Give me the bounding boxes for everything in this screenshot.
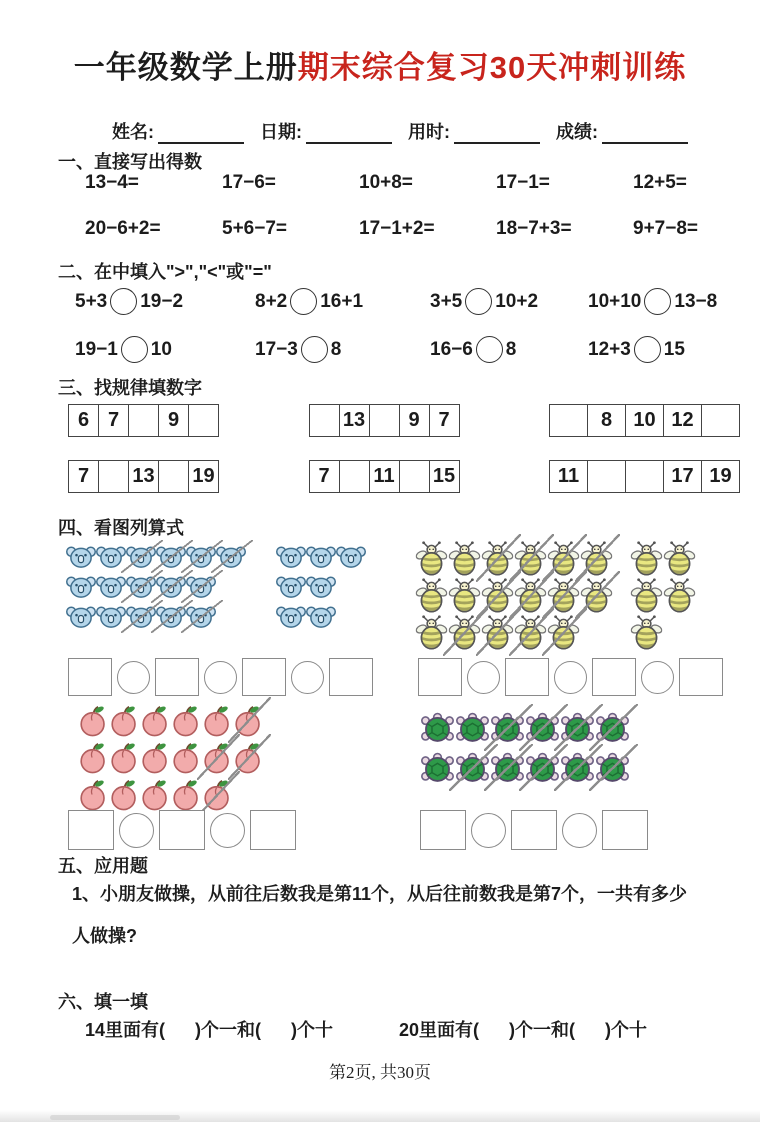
apple-icon [171, 704, 202, 737]
section3-tables-row1 [68, 404, 740, 437]
koala-icon [276, 545, 306, 569]
pattern-cell: 7 [318, 465, 330, 487]
turtle-icon [525, 751, 560, 785]
koala-icon [96, 545, 126, 569]
section1-equations-row2 [85, 218, 760, 240]
answer-box[interactable] [420, 810, 466, 850]
koala-icon [186, 605, 216, 629]
apple-icon [202, 741, 233, 774]
pattern-cell: 10 [625, 405, 663, 436]
right-expression: 10 [150, 338, 172, 360]
pattern-cell: 11 [557, 465, 580, 487]
answer-box[interactable] [418, 658, 462, 696]
fill-in-item-1[interactable]: 14里面有( )个一和( )个十 [85, 1020, 334, 1040]
pattern-cell-blank[interactable] [587, 461, 625, 492]
koala-icon [156, 605, 186, 629]
pattern-cell-blank[interactable] [399, 461, 429, 492]
turtle-icon [420, 711, 455, 745]
number-pattern-table [309, 404, 460, 437]
number-pattern-table [549, 404, 740, 437]
icon-row [630, 540, 696, 577]
koala-icon [156, 575, 186, 599]
compare-circle[interactable] [121, 336, 148, 363]
operator-circle[interactable] [471, 813, 506, 848]
header-field [260, 118, 392, 144]
pattern-cell: 13 [128, 461, 158, 492]
equation-slots-bees [418, 658, 723, 696]
koala-icon [306, 545, 336, 569]
koala-icon [276, 605, 306, 629]
left-expression: 5+3 [75, 290, 108, 312]
bee-icon [663, 541, 696, 576]
bee-icon [415, 578, 448, 613]
apple-icon [233, 704, 264, 737]
compare-item [588, 336, 685, 363]
bee-icon [514, 578, 547, 613]
operator-circle[interactable] [467, 661, 500, 694]
equation-blank[interactable]: 17−6= [222, 172, 276, 193]
operator-circle[interactable] [119, 813, 154, 848]
bee-icon [630, 615, 663, 650]
page-title [0, 42, 760, 87]
pattern-cell: 9 [158, 405, 188, 436]
bee-icon [630, 578, 663, 613]
bee-icon [415, 615, 448, 650]
icon-row [66, 572, 246, 602]
answer-box[interactable] [592, 658, 636, 696]
turtle-icon [455, 711, 490, 745]
apple-icon [140, 778, 171, 811]
apple-icon [140, 741, 171, 774]
turtle-icon [525, 711, 560, 745]
icon-row [415, 577, 613, 614]
turtle-icon [490, 711, 525, 745]
left-expression: 12+3 [588, 338, 631, 360]
compare-item [430, 288, 588, 315]
koala-icon [276, 575, 306, 599]
koala-icon [186, 545, 216, 569]
equation-blank[interactable]: 12+5= [633, 172, 687, 193]
icon-row [276, 572, 366, 602]
side-group [630, 540, 696, 651]
turtle-icon [490, 751, 525, 785]
section2-heading: 二、在中填入">","<"或"=" [58, 262, 272, 282]
pattern-cell: 7 [77, 465, 90, 487]
right-expression: 19−2 [140, 290, 184, 312]
section2-compare-row1 [75, 288, 717, 315]
pattern-cell-blank[interactable] [625, 461, 663, 492]
operator-circle[interactable] [641, 661, 674, 694]
compare-item [255, 336, 430, 363]
right-expression: 8 [330, 338, 342, 360]
pattern-cell: 6 [77, 409, 90, 431]
bee-icon [580, 541, 613, 576]
apple-icon [233, 741, 264, 774]
equation-blank[interactable]: 17−1= [496, 172, 550, 193]
compare-item [75, 336, 255, 363]
main-group [420, 708, 630, 788]
icon-row [66, 602, 246, 632]
main-group [78, 702, 264, 813]
equation-blank[interactable]: 17−1+2= [359, 218, 435, 239]
section3-heading: 三、找规律填数字 [58, 378, 202, 398]
pattern-cell: 7 [98, 405, 128, 436]
left-expression: 3+5 [430, 290, 463, 312]
field-input-line[interactable] [454, 126, 540, 144]
pattern-cell-blank[interactable] [188, 405, 218, 436]
icon-row [630, 614, 696, 651]
compare-circle[interactable] [465, 288, 492, 315]
icon-row [78, 702, 264, 739]
compare-item [255, 288, 430, 315]
field-input-line[interactable] [306, 126, 392, 144]
koala-icon [66, 545, 96, 569]
pattern-cell: 13 [339, 405, 369, 436]
compare-circle[interactable] [301, 336, 328, 363]
bee-icon [481, 615, 514, 650]
field-label: 日期: [260, 122, 302, 142]
left-expression: 8+2 [255, 290, 288, 312]
bee-icon [547, 578, 580, 613]
bee-icon [481, 578, 514, 613]
icon-row [420, 708, 630, 748]
koala-icon [306, 605, 336, 629]
pattern-cell-blank[interactable] [550, 405, 587, 436]
icon-row [630, 577, 696, 614]
number-pattern-table [309, 460, 460, 493]
bee-icon [415, 541, 448, 576]
bee-icon [448, 578, 481, 613]
turtle-icon [595, 711, 630, 745]
side-group [276, 542, 366, 632]
word-problem-line2: 人做操? [72, 926, 137, 946]
apple-icon [78, 741, 109, 774]
pattern-cell-blank[interactable] [701, 405, 739, 436]
apple-icon [202, 704, 233, 737]
turtle-icon [420, 751, 455, 785]
bee-icon [663, 578, 696, 613]
equation-blank[interactable]: 18−7+3= [496, 218, 572, 239]
koala-icon [96, 575, 126, 599]
bee-icon [448, 541, 481, 576]
compare-circle[interactable] [290, 288, 317, 315]
answer-box[interactable] [329, 658, 373, 696]
right-expression: 10+2 [495, 290, 539, 312]
section1-equations-row1 [85, 172, 760, 194]
right-expression: 13−8 [674, 290, 718, 312]
section4-heading: 四、看图列算式 [58, 518, 184, 538]
icon-row [66, 542, 246, 572]
koala-icon [186, 575, 216, 599]
turtle-icon [560, 711, 595, 745]
field-input-line[interactable] [158, 126, 244, 144]
pattern-cell-blank[interactable] [310, 405, 339, 436]
bee-icon [514, 541, 547, 576]
koala-icon [126, 575, 156, 599]
bee-icon [514, 615, 547, 650]
field-input-line[interactable] [602, 126, 688, 144]
equation-slots-apples [68, 810, 296, 850]
apple-icon [202, 778, 233, 811]
operator-circle[interactable] [117, 661, 150, 694]
equation-blank[interactable]: 9+7−8= [633, 218, 698, 239]
operator-circle[interactable] [562, 813, 597, 848]
koala-icon [96, 605, 126, 629]
section5-heading: 五、应用题 [58, 856, 148, 876]
field-label: 姓名: [112, 122, 154, 142]
compare-item [588, 288, 717, 315]
picture-problem-apples [78, 702, 264, 813]
koala-icon [306, 575, 336, 599]
header-field [556, 118, 688, 144]
main-group [66, 542, 246, 632]
apple-icon [109, 778, 140, 811]
compare-item [75, 288, 255, 315]
page-number: 第2页, 共30页 [329, 1063, 431, 1082]
section6-heading: 六、填一填 [58, 992, 148, 1012]
koala-icon [126, 545, 156, 569]
fill-in-item-2[interactable]: 20里面有( )个一和( )个十 [399, 1020, 648, 1040]
compare-circle[interactable] [644, 288, 671, 315]
apple-icon [109, 741, 140, 774]
koala-icon [66, 605, 96, 629]
word-problem-line1: 1、小朋友做操，从前往后数我是第11个，从后往前数我是第7个，一共有多少 [72, 884, 688, 904]
pattern-cell-blank[interactable] [369, 405, 399, 436]
apple-icon [140, 704, 171, 737]
operator-circle[interactable] [291, 661, 324, 694]
turtle-icon [595, 751, 630, 785]
pattern-cell-blank[interactable] [339, 461, 369, 492]
section1-heading: 一、直接写出得数 [58, 152, 202, 172]
apple-icon [109, 704, 140, 737]
title-red-part: 期末综合复习30天冲刺训练 [297, 50, 687, 85]
bee-icon [481, 541, 514, 576]
picture-problem-turtles [420, 708, 630, 788]
field-label: 成绩: [556, 122, 598, 142]
icon-row [415, 614, 613, 651]
icon-row [276, 542, 366, 572]
pattern-cell: 7 [429, 405, 459, 436]
compare-circle[interactable] [476, 336, 503, 363]
pattern-cell: 12 [663, 405, 701, 436]
number-pattern-table [68, 404, 219, 437]
right-expression: 8 [505, 338, 517, 360]
koala-icon [156, 545, 186, 569]
equation-blank[interactable]: 13−4= [85, 172, 139, 193]
right-expression: 15 [663, 338, 685, 360]
icon-row [420, 748, 630, 788]
icon-row [415, 540, 613, 577]
section2-compare-row2 [75, 336, 685, 363]
koala-icon [336, 545, 366, 569]
left-expression: 10+10 [588, 290, 642, 312]
pattern-cell-blank[interactable] [128, 405, 158, 436]
picture-problem-koalas [66, 542, 366, 632]
pattern-cell: 19 [701, 461, 739, 492]
answer-box[interactable] [242, 658, 286, 696]
title-black-part: 一年级数学上册 [73, 50, 298, 85]
apple-icon [78, 778, 109, 811]
left-expression: 16−6 [430, 338, 473, 360]
answer-box[interactable] [511, 810, 557, 850]
pattern-cell: 9 [399, 405, 429, 436]
apple-icon [171, 741, 202, 774]
answer-box[interactable] [159, 810, 205, 850]
pattern-cell: 11 [369, 461, 399, 492]
equation-blank[interactable]: 20−6+2= [85, 218, 161, 239]
pattern-cell: 19 [188, 461, 218, 492]
equation-blank[interactable]: 5+6−7= [222, 218, 287, 239]
section3-tables-row2 [68, 460, 740, 493]
fill-in-line [85, 1016, 647, 1042]
answer-box[interactable] [68, 810, 114, 850]
left-expression: 17−3 [255, 338, 298, 360]
operator-circle[interactable] [554, 661, 587, 694]
picture-problem-bees [415, 540, 696, 651]
answer-box[interactable] [679, 658, 723, 696]
apple-icon [78, 704, 109, 737]
pattern-cell: 15 [429, 461, 459, 492]
header-field [408, 118, 540, 144]
header-field [112, 118, 244, 144]
pattern-cell: 17 [663, 461, 701, 492]
turtle-icon [560, 751, 595, 785]
equation-blank[interactable]: 10+8= [359, 172, 413, 193]
bee-icon [547, 541, 580, 576]
pattern-cell-blank[interactable] [158, 461, 188, 492]
scan-smudge [50, 1115, 180, 1120]
header-fields [112, 118, 704, 144]
number-pattern-table [549, 460, 740, 493]
answer-box[interactable] [155, 658, 199, 696]
bee-icon [630, 541, 663, 576]
turtle-icon [455, 751, 490, 785]
answer-box[interactable] [250, 810, 296, 850]
compare-item [430, 336, 588, 363]
bee-icon [547, 615, 580, 650]
compare-circle[interactable] [110, 288, 137, 315]
compare-circle[interactable] [634, 336, 661, 363]
main-group [415, 540, 613, 651]
koala-icon [216, 545, 246, 569]
answer-box[interactable] [68, 658, 112, 696]
pattern-cell: 8 [587, 405, 625, 436]
icon-row [78, 776, 264, 813]
pattern-cell-blank[interactable] [98, 461, 128, 492]
icon-row [276, 602, 366, 632]
operator-circle[interactable] [204, 661, 237, 694]
equation-slots-turtles [420, 810, 648, 850]
equation-slots-koalas [68, 658, 373, 696]
field-label: 用时: [408, 122, 450, 142]
bee-icon [580, 578, 613, 613]
apple-icon [171, 778, 202, 811]
koala-icon [66, 575, 96, 599]
operator-circle[interactable] [210, 813, 245, 848]
answer-box[interactable] [505, 658, 549, 696]
left-expression: 19−1 [75, 338, 118, 360]
right-expression: 16+1 [320, 290, 364, 312]
koala-icon [126, 605, 156, 629]
answer-box[interactable] [602, 810, 648, 850]
number-pattern-table [68, 460, 219, 493]
bee-icon [448, 615, 481, 650]
icon-row [78, 739, 264, 776]
